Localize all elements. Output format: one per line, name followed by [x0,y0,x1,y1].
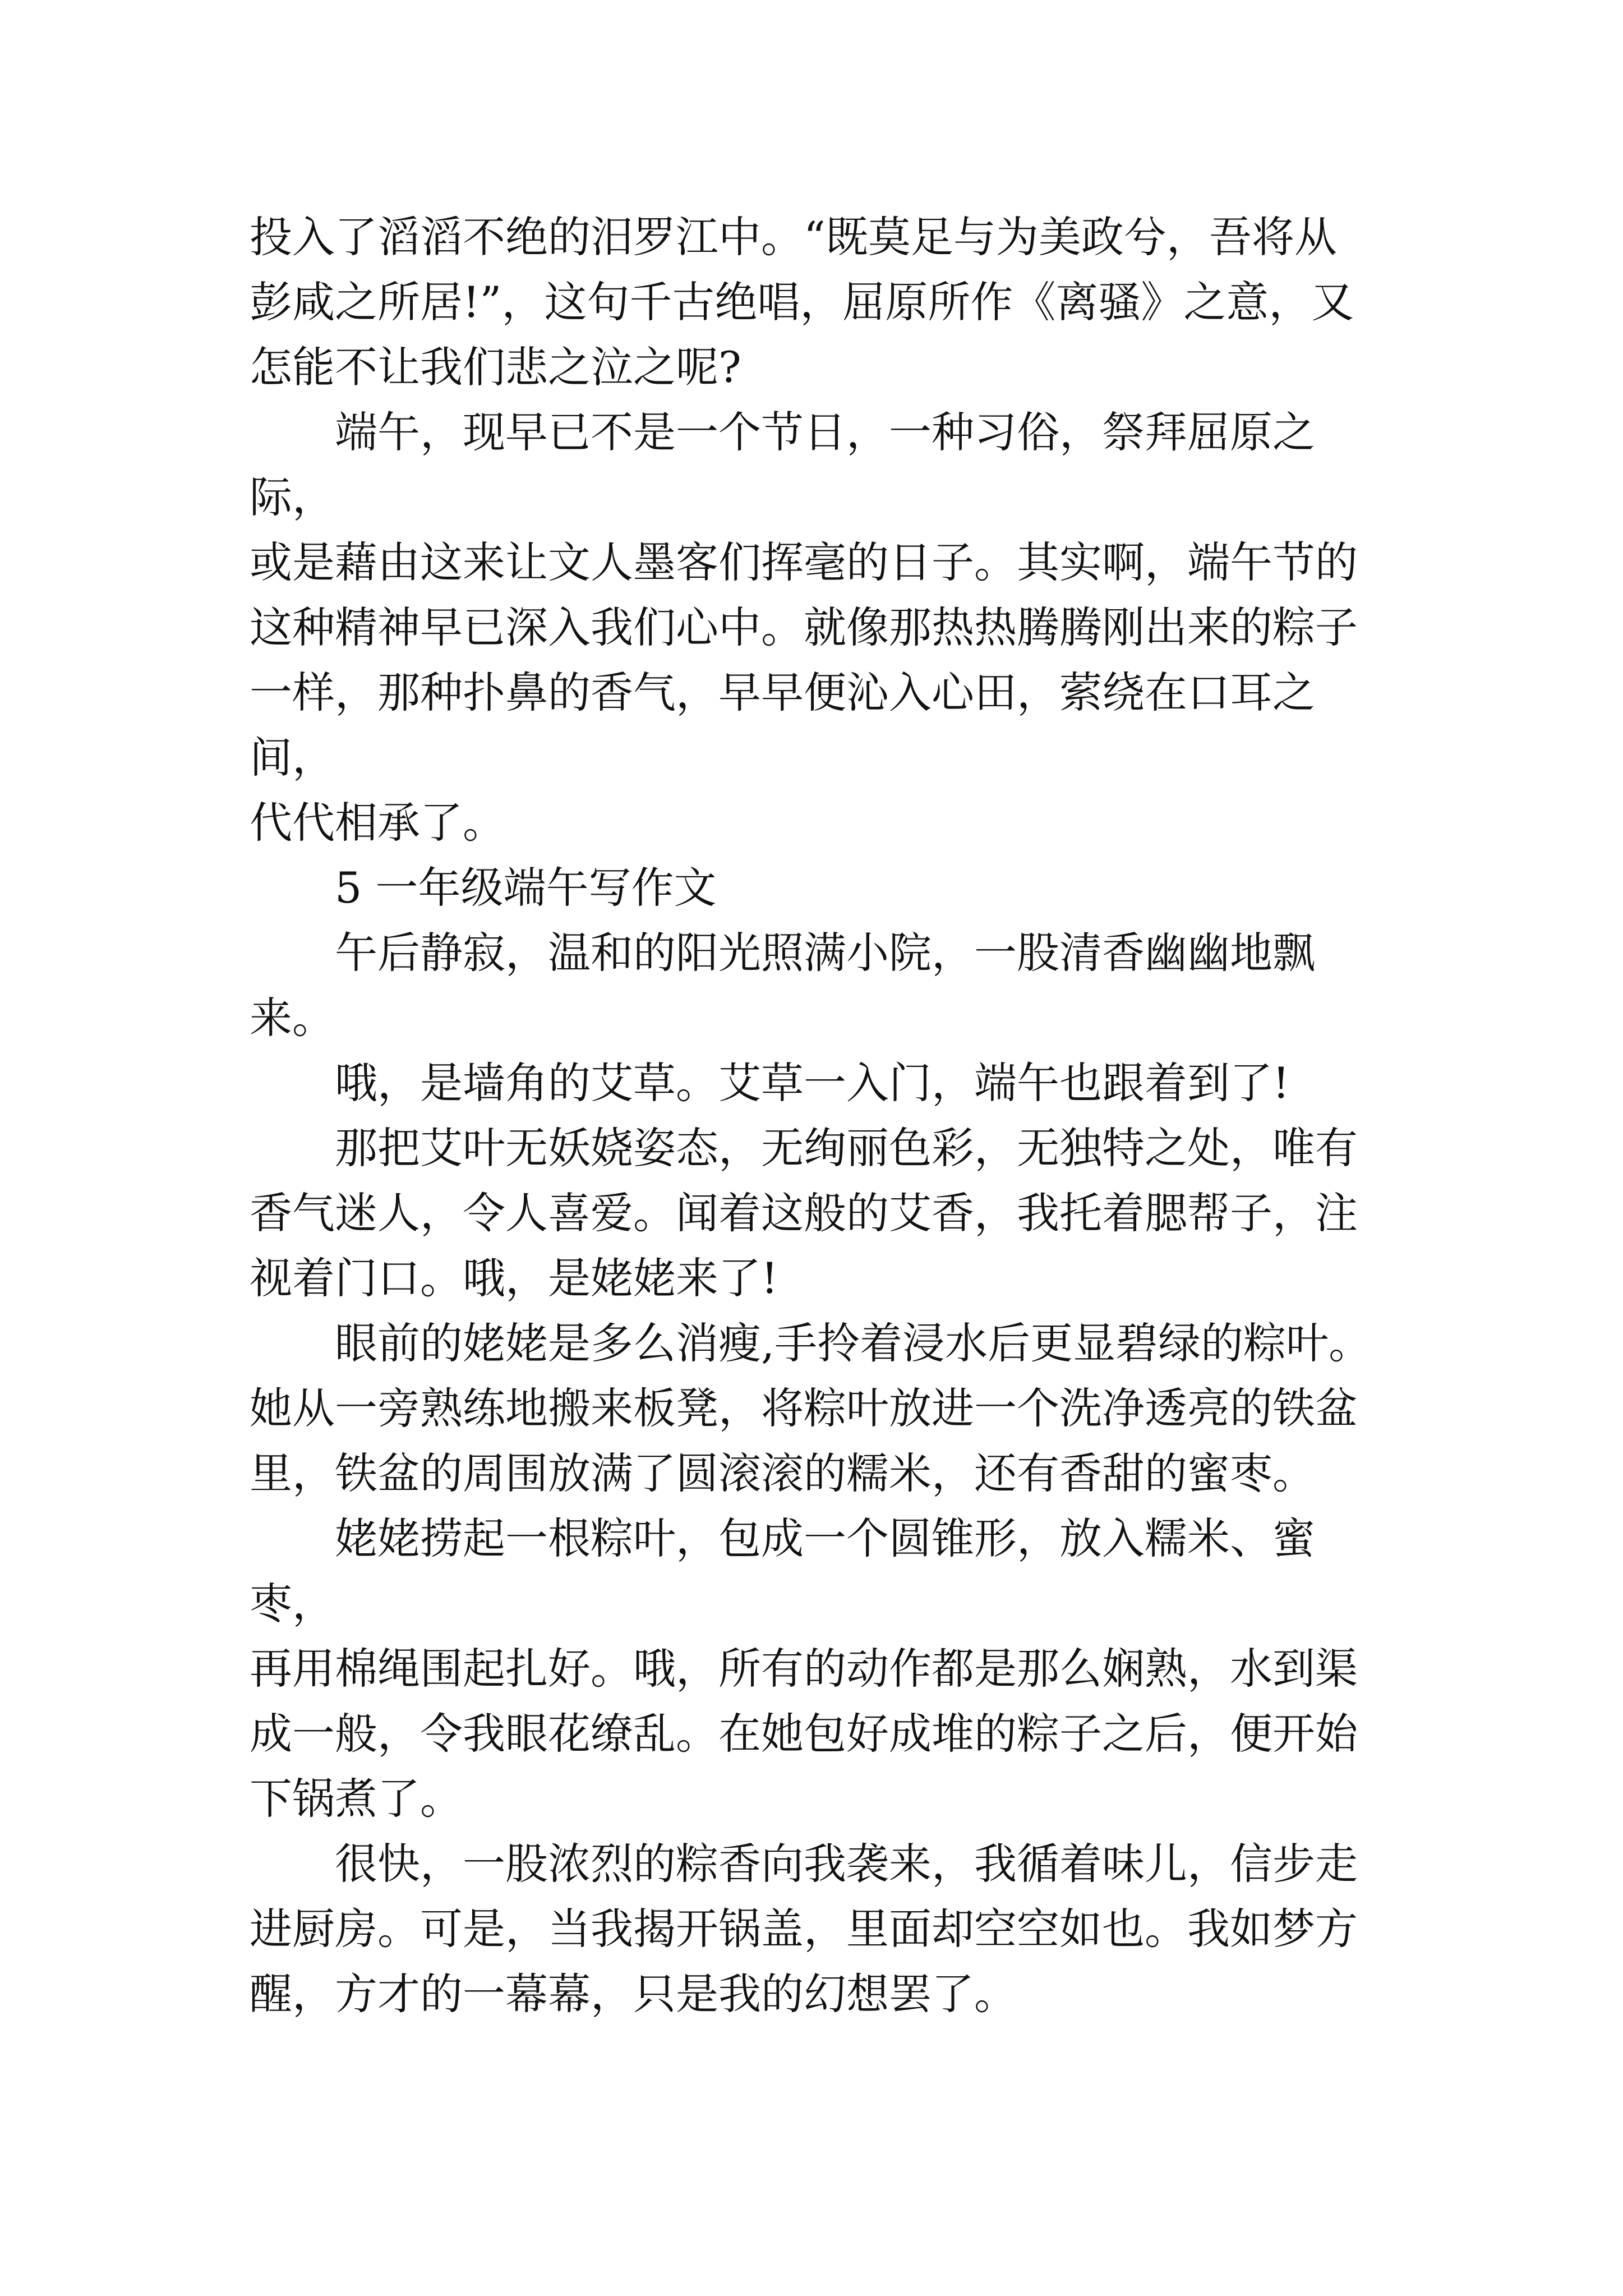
text-line: 眼前的姥姥是多么消瘦,手拎着浸水后更显碧绿的粽叶。 [250,1318,1372,1368]
text-line: 一样，那种扑鼻的香气，早早便沁入心田，萦绕在口耳之间， [250,668,1315,783]
text-line: 午后静寂，温和的阳光照满小院，一股清香幽幽地飘来。 [250,928,1315,1043]
text-line: 投入了滔滔不绝的汨罗江中。“既莫足与为美政兮，吾将从 [250,212,1337,262]
document-body [250,205,1388,2027]
text-line: 很快，一股浓烈的粽香向我袭来，我循着味儿，信步走 [250,1839,1358,1889]
text-line: 彭咸之所居!”，这句千古绝唱，屈原所作《离骚》之意，又 [250,277,1354,327]
text-line: 端午，现早已不是一个节日，一种习俗，祭拜屈原之际， [250,407,1315,522]
text-line: 下锅煮了。 [250,1774,463,1824]
text-line: 或是藉由这来让文人墨客们挥毫的日子。其实啊，端午节的 [250,537,1358,587]
text-line: 里，铁盆的周围放满了圆滚滚的糯米，还有香甜的蜜枣。 [250,1448,1315,1498]
text-line: 怎能不让我们悲之泣之呢? [250,342,741,392]
text-line: 那把艾叶无妖娆姿态，无绚丽色彩，无独特之处，唯有 [250,1123,1358,1173]
text-line: 香气迷人，令人喜爱。闻着这般的艾香，我托着腮帮子，注 [250,1188,1358,1238]
text-line: 姥姥捞起一根粽叶，包成一个圆锥形，放入糯米、蜜枣， [250,1513,1315,1628]
text-line: 这种精神早已深入我们心中。就像那热热腾腾刚出来的粽子 [250,602,1358,652]
text-line: 哦，是墙角的艾草。艾草一入门，端午也跟着到了! [250,1058,1290,1108]
text-line: 她从一旁熟练地搬来板凳，将粽叶放进一个洗净透亮的铁盆 [250,1383,1358,1433]
text-line: 再用棉绳围起扎好。哦，所有的动作都是那么娴熟，水到渠 [250,1644,1358,1694]
text-line: 代代相承了。 [250,798,505,848]
text-line: 醒，方才的一幕幕，只是我的幻想罢了。 [250,1969,1017,2019]
text-line: 视着门口。哦，是姥姥来了! [250,1253,778,1303]
text-line: 进厨房。可是，当我揭开锅盖，里面却空空如也。我如梦方 [250,1904,1358,1954]
text-line: 成一般，令我眼花缭乱。在她包好成堆的粽子之后，便开始 [250,1709,1358,1759]
section-heading: 5 一年级端午写作文 [250,863,717,913]
